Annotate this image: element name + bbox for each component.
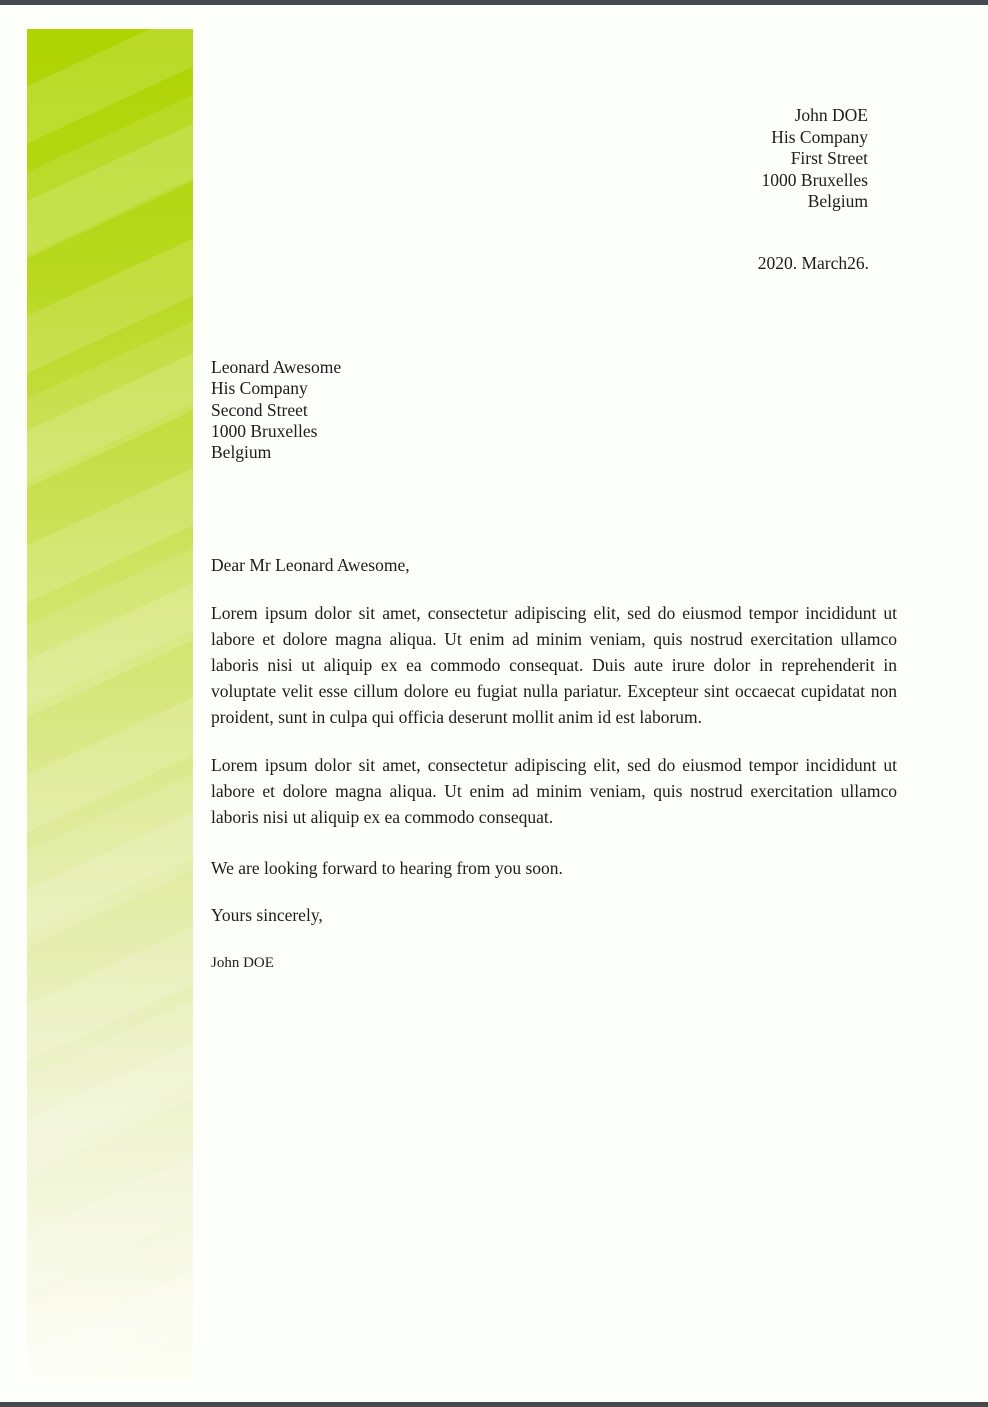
valediction: Yours sincerely,: [211, 905, 323, 925]
body-paragraph-1: Lorem ipsum dolor sit amet, consectetur adipiscing elit, sed do eiusmod tempor incididunt ut labore et dolore magna aliqua. Ut enim ad minim veniam, quis nostrud exercitation ullamco laboris nisi ut aliquip ex ea commodo consequat. Duis aute irure dolor in reprehenderit in voluptate velit esse cillum dolore eu fugiat nulla pariatur. Excepteur sint occaecat cupidatat non proident, sunt in culpa qui officia deserunt mollit anim id est laborum.: [211, 603, 897, 727]
sender-street: First Street: [790, 148, 868, 168]
sender-country: Belgium: [807, 191, 868, 211]
closing-line: We are looking forward to hearing from you soon.: [211, 858, 563, 878]
recipient-address: [211, 357, 341, 463]
recipient-street: Second Street: [211, 399, 308, 420]
sender-name: John DOE: [794, 105, 868, 125]
letter-date: 2020. March26.: [757, 253, 869, 273]
recipient-country: Belgium: [211, 442, 272, 463]
recipient-name: Leonard Awesome: [211, 357, 342, 377]
recipient-city: 1000 Bruxelles: [211, 420, 318, 441]
body-paragraph-2: Lorem ipsum dolor sit amet, consectetur adipiscing elit, sed do eiusmod tempor incididunt ut labore et dolore magna aliqua. Ut enim ad minim veniam, quis nostrud exercitation ullamco laboris nisi ut aliquip ex ea commodo consequat.: [211, 755, 897, 827]
letterhead-accent-bar: [27, 29, 193, 1381]
recipient-company: His Company: [211, 378, 308, 399]
salutation: Dear Mr Leonard Awesome,: [211, 555, 410, 575]
bottom-border: [0, 1402, 988, 1407]
sender-address: [762, 105, 868, 213]
top-border: [0, 0, 988, 5]
sender-company: His Company: [771, 126, 868, 147]
signature-name: John DOE: [211, 955, 274, 971]
sender-city: 1000 Bruxelles: [761, 169, 868, 190]
